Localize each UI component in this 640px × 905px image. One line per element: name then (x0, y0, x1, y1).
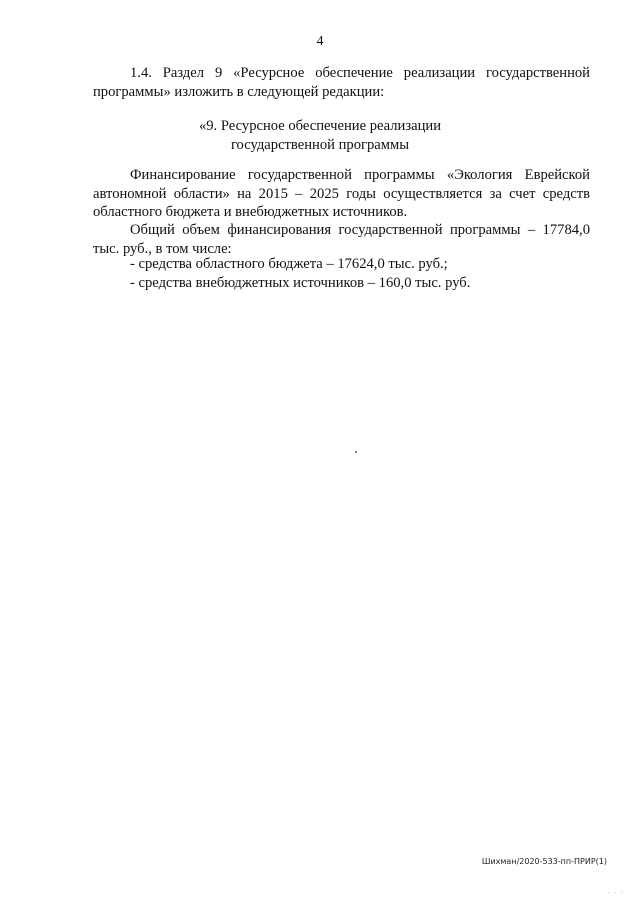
financing-paragraph: Финансирование государственной программы «Экология Еврейской автономной области» на 2015 – 2025 годы осуществляется за счет средств областного бюджета и внебюджетных источников. (93, 167, 590, 220)
section-heading-line-2: государственной программы (230, 136, 410, 153)
list-item-extrabudgetary: - средства внебюджетных источников – 160,0 тыс. руб. (130, 274, 471, 291)
section-heading-line-1: «9. Ресурсное обеспечение реализации (198, 118, 442, 134)
amendment-paragraph: 1.4. Раздел 9 «Ресурсное обеспечение реализации государственной программы» изложить в следующей редакции: (93, 65, 590, 100)
corner-marks: . . . (607, 887, 624, 895)
total-financing-paragraph: Общий объем финансирования государственной программы – 17784,0 тыс. руб., в том числе: (93, 222, 590, 257)
page-number: 4 (316, 34, 324, 49)
document-code: Шихман/2020-533-пп-ПРИР(1) (481, 857, 607, 866)
funding-sources-list (130, 255, 470, 292)
stray-dot (355, 451, 357, 453)
section-heading (0, 117, 640, 154)
list-item-regional-budget: - средства областного бюджета – 17624,0 тыс. руб.; (130, 256, 448, 272)
